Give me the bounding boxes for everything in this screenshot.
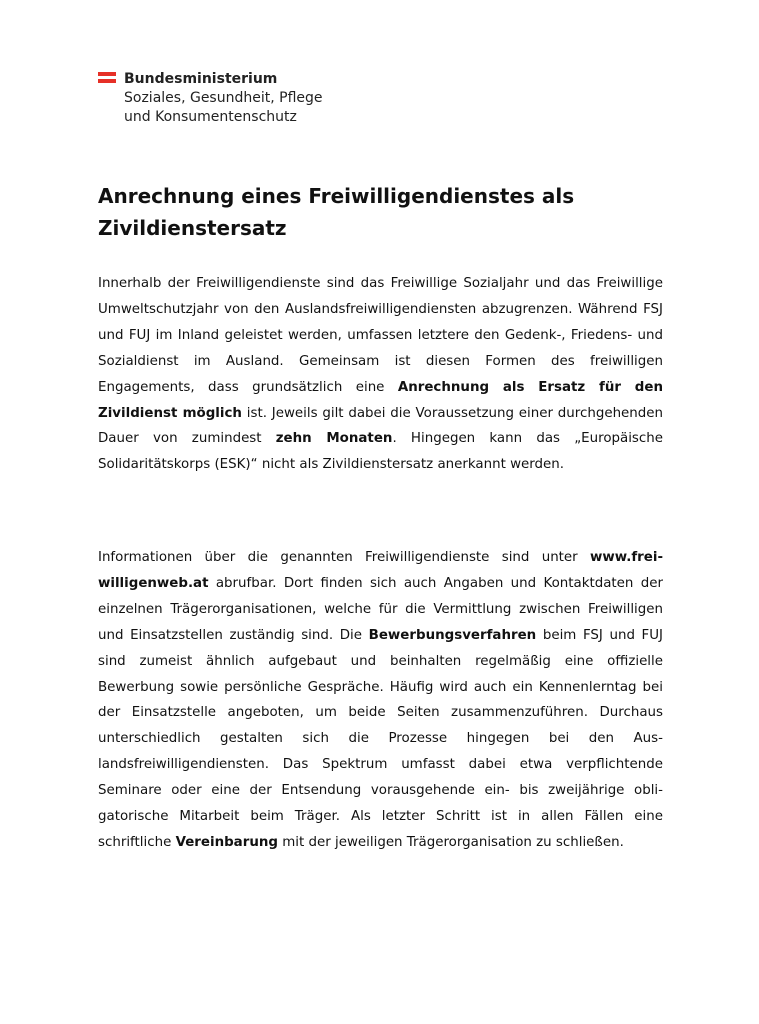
paragraph-2-text-4: mit der jeweiligen Trägerorganisation zu schließen. [277,834,624,850]
paragraph-2-text-1: Informationen über die genannten Freiwilligendienste sind unter [98,550,590,565]
paragraph-1-bold-2: zehn Monaten [275,431,393,447]
paragraph-1-text-3: . Hingegen kann das „Europäische Solidaritätskorps (ESK)“ nicht als Zivildienstersatz anerkannt werden. [98,431,664,473]
paragraph-2-bold-2: Bewerbungsverfahren [368,627,537,643]
paragraph-2 [98,545,663,856]
flag-stripe-top [98,72,116,76]
website-link: www.freiwilligenweb.at [98,550,663,591]
paragraph-2-bold-3: Vereinbarung [175,834,278,850]
paragraph-1 [98,271,663,478]
paragraph-2-text-2: abrufbar. Dort finden sich auch Angaben und Kontaktdaten der einzelnen Trägerorganisationen, welche für die Vermittlung zwischen Freiwilligen und Einsatzstellen zuständig sind. Die [98,575,663,643]
paragraph-1-bold-1: Anrechnung als Ersatz für den Zivildienst möglich [98,379,663,421]
document-title: Anrechnung eines Freiwilligendienstes als Zivildienstersatz [98,184,575,240]
ministry-name [124,70,323,127]
austria-flag-icon [98,72,116,83]
ministry-name-line3: und Konsumentenschutz [124,109,297,125]
ministry-name-line1: Bundesministerium [124,71,278,87]
paragraph-1-text-1: Innerhalb der Freiwilligendienste sind das Freiwillige Sozialjahr und das Freiwillige Umweltschutzjahr von den Auslandsfreiwilligendiensten abzugrenzen. Während FSJ und FUJ im Inland geleistet werden, umfassen letztere den Gedenk-, Friedens- und Sozialdienst im Ausland. Gemeinsam ist diesen Formen des freiwilligen Engagements, dass grundsätzlich eine [98,276,663,395]
paragraph-2-text-3: beim FSJ und FUJ sind zumeist ähnlich aufgebaut und beinhalten regelmäßig eine offizielle Bewerbung sowie persönliche Gespräche. Häufig wird auch ein Kennenlerntag bei der Einsatzstelle angeboten, um beide Seiten zusammenzuführen. Durchaus unterschiedlich gestalten sich die Prozesse hingegen bei den Auslandsfreiwilligendiensten. Das Spektrum umfasst dabei etwa verpflichtende Seminare oder eine der Entsendung vorausgehende ein- bis zweijährige obligatorische Mitarbeit beim Träger. Als letzter Schritt ist in allen Fällen eine schriftliche [98,627,664,850]
flag-stripe-bottom [98,79,116,83]
ministry-name-line2: Soziales, Gesundheit, Pflege [124,90,323,106]
paragraph-1-text-2: ist. Jeweils gilt dabei die Voraussetzung einer durchgehenden Dauer von zumindest [98,405,664,447]
